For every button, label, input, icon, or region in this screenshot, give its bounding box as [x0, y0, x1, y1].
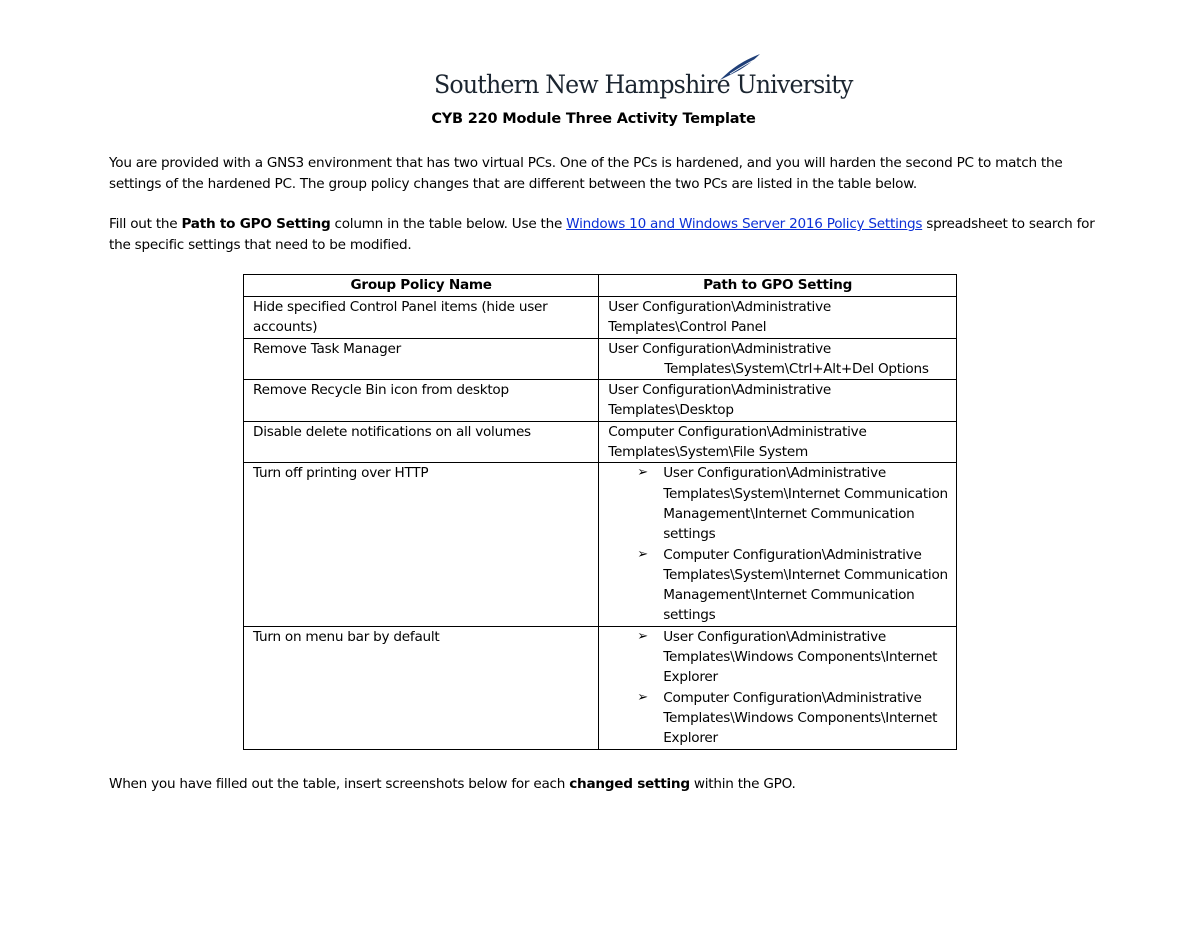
table-header-row: [244, 275, 957, 297]
footer-text-2: within the GPO.: [689, 776, 796, 792]
table-row: [244, 463, 957, 626]
policy-path-cell[interactable]: [599, 297, 957, 339]
path-line: Computer Configuration\Administrative: [608, 423, 867, 440]
policy-name-cell: Turn off printing over HTTP: [244, 463, 599, 626]
instructions-text-2: column in the table below. Use the: [330, 216, 567, 232]
policy-name-cell: Turn on menu bar by default: [244, 626, 599, 749]
gpo-table: [243, 274, 957, 750]
arrow-bullet-icon: ➢: [637, 546, 648, 562]
path-bullet-text: Computer Configuration\Administrative Templates\System\Internet Communication Management\Internet Communication settings: [663, 546, 948, 624]
policy-path-cell[interactable]: [599, 338, 957, 380]
header-path-to-gpo: Path to GPO Setting: [599, 275, 957, 297]
university-logo: [434, 52, 853, 104]
path-line: Templates\System\File System: [608, 444, 808, 461]
path-line: Templates\Control Panel: [608, 319, 767, 336]
path-bullet-list: [608, 463, 948, 625]
path-bullet-text: Computer Configuration\Administrative Templates\Windows Components\Internet Explorer: [663, 689, 938, 747]
arrow-bullet-icon: ➢: [637, 465, 648, 481]
feather-icon: [716, 52, 762, 82]
intro-paragraph: You are provided with a GNS3 environment that has two virtual PCs. One of the PCs is hardened, and you will harden the second PC to match the settings of the hardened PC. The group policy changes that are different between the two PCs are listed in the table below.: [109, 155, 1063, 192]
path-line: Templates\System\Ctrl+Alt+Del Options: [664, 360, 929, 377]
table-row: [244, 297, 957, 339]
table-row: [244, 380, 957, 422]
footer-text-1: When you have filled out the table, insert screenshots below for each: [109, 776, 570, 792]
table-row: [244, 626, 957, 749]
instructions-text-1: Fill out the: [109, 216, 182, 232]
path-bullet: [608, 463, 948, 544]
table-row: [244, 421, 957, 463]
table-row: [244, 338, 957, 380]
footer-paragraph: [109, 774, 1099, 795]
policy-name-cell: Remove Recycle Bin icon from desktop: [244, 380, 599, 422]
path-line: User Configuration\Administrative: [608, 299, 831, 315]
header-group-policy-name: Group Policy Name: [244, 275, 599, 297]
path-bullet: [608, 627, 948, 688]
path-bullet-list: [608, 627, 948, 749]
policy-path-cell[interactable]: [599, 421, 957, 463]
policy-name-cell: Disable delete notifications on all volumes: [244, 421, 599, 463]
policy-name-cell: Hide specified Control Panel items (hide user accounts): [244, 297, 599, 339]
instructions-text-3: spreadsheet to search for the specific settings that need to be modified.: [109, 216, 1095, 253]
path-bullet-text: User Configuration\Administrative Templates\Windows Components\Internet Explorer: [663, 628, 938, 686]
path-bullet: [608, 688, 948, 749]
arrow-bullet-icon: ➢: [637, 628, 648, 644]
path-line: User Configuration\Administrative: [608, 340, 831, 357]
path-line: Templates\Desktop: [608, 402, 734, 419]
footer-bold: changed setting: [569, 776, 690, 792]
instructions-paragraph: [109, 214, 1099, 255]
policy-path-cell[interactable]: [599, 626, 957, 749]
policy-path-cell[interactable]: [599, 380, 957, 422]
policy-name-cell: Remove Task Manager: [244, 338, 599, 380]
path-bullet: [608, 545, 948, 626]
policy-settings-link[interactable]: Windows 10 and Windows Server 2016 Policy Settings: [566, 216, 923, 232]
path-line: User Configuration\Administrative: [608, 382, 831, 399]
logo-wordmark: Southern New Hampshire University: [434, 70, 853, 100]
path-bullet-text: User Configuration\Administrative Templates\System\Internet Communication Management\Internet Communication settings: [663, 465, 948, 543]
arrow-bullet-icon: ➢: [637, 689, 648, 705]
policy-path-cell[interactable]: [599, 463, 957, 626]
instructions-bold: Path to GPO Setting: [181, 216, 331, 232]
page-title: CYB 220 Module Three Activity Template: [431, 111, 756, 127]
